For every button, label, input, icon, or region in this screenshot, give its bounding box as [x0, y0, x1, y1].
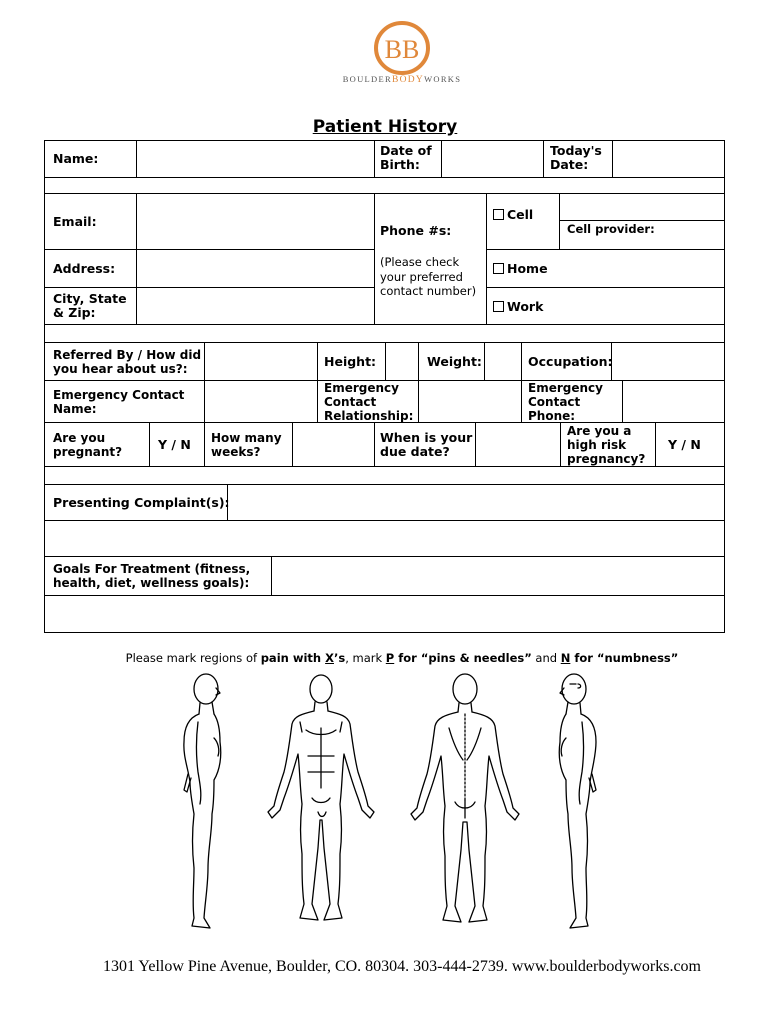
email-label: Email: — [53, 214, 97, 229]
cell-provider-label: Cell provider: — [567, 222, 655, 236]
referred-field[interactable] — [206, 344, 316, 379]
pregnant-yes-no[interactable]: Y / N — [158, 437, 191, 452]
occupation-field[interactable] — [613, 344, 723, 379]
address-field[interactable] — [138, 251, 373, 286]
due-date-field[interactable] — [477, 424, 559, 465]
phone-note: (Please check your preferred contact number) — [380, 255, 477, 298]
logo-wordmark: BOULDERBODYWORKS — [342, 74, 462, 85]
city-state-zip-label: City, State & Zip: — [53, 291, 127, 320]
cell-option[interactable]: Cell — [493, 208, 533, 222]
weight-label: Weight: — [427, 354, 482, 369]
logo-monogram: BB — [384, 35, 420, 64]
emergency-phone-label: Emergency Contact Phone: — [528, 381, 603, 423]
complaint-label: Presenting Complaint(s): — [53, 495, 230, 510]
dob-field[interactable] — [443, 142, 542, 176]
body-figure-back[interactable] — [405, 672, 525, 934]
home-option[interactable]: Home — [493, 262, 548, 276]
weeks-label: How many weeks? — [211, 431, 282, 459]
complaint-field-line-2[interactable] — [46, 522, 723, 555]
cell-checkbox[interactable] — [493, 209, 504, 220]
weeks-field[interactable] — [294, 424, 373, 465]
emergency-relationship-field[interactable] — [420, 382, 520, 421]
height-label: Height: — [324, 354, 377, 369]
phone-label: Phone #s: — [380, 223, 452, 238]
complaint-field[interactable] — [229, 486, 723, 519]
body-figure-left-side[interactable] — [170, 672, 240, 934]
work-option[interactable]: Work — [493, 300, 543, 314]
footer-address: 1301 Yellow Pine Avenue, Boulder, CO. 80304. 303-444-2739. www.boulderbodyworks.com — [103, 958, 701, 975]
address-label: Address: — [53, 261, 116, 276]
weight-field[interactable] — [486, 344, 520, 379]
city-state-zip-field[interactable] — [138, 289, 373, 323]
high-risk-label: Are you a high risk pregnancy? — [567, 424, 646, 466]
body-chart-instructions: Please mark regions of pain with X’s, mark P for “pins & needles” and N for “numbness” — [125, 651, 679, 665]
todays-date-field[interactable] — [614, 142, 723, 176]
home-checkbox[interactable] — [493, 263, 504, 274]
emergency-relationship-label: Emergency Contact Relationship: — [324, 381, 414, 423]
pregnant-label: Are you pregnant? — [53, 431, 123, 459]
dob-label: Date of Birth: — [380, 143, 432, 172]
email-field[interactable] — [138, 195, 373, 248]
due-date-label: When is your due date? — [380, 430, 473, 459]
referred-label: Referred By / How did you hear about us?: — [53, 348, 202, 376]
page-title: Patient History — [312, 117, 458, 137]
body-figure-front[interactable] — [262, 672, 380, 934]
logo-mark-icon — [362, 20, 442, 76]
name-field[interactable] — [138, 142, 373, 176]
emergency-phone-field[interactable] — [624, 382, 723, 421]
cell-number-field[interactable] — [561, 195, 723, 219]
emergency-name-label: Emergency Contact Name: — [53, 388, 185, 416]
work-checkbox[interactable] — [493, 301, 504, 312]
height-field[interactable] — [387, 344, 417, 379]
name-label: Name: — [53, 151, 99, 166]
goals-field[interactable] — [273, 558, 723, 594]
occupation-label: Occupation: — [528, 354, 613, 369]
goals-label: Goals For Treatment (fitness, health, diet, wellness goals): — [53, 562, 251, 590]
body-figure-right-side[interactable] — [540, 672, 612, 934]
todays-date-label: Today's Date: — [550, 143, 602, 172]
high-risk-yes-no[interactable]: Y / N — [668, 437, 701, 452]
goals-field-line-2[interactable] — [46, 597, 723, 631]
emergency-name-field[interactable] — [206, 382, 316, 421]
